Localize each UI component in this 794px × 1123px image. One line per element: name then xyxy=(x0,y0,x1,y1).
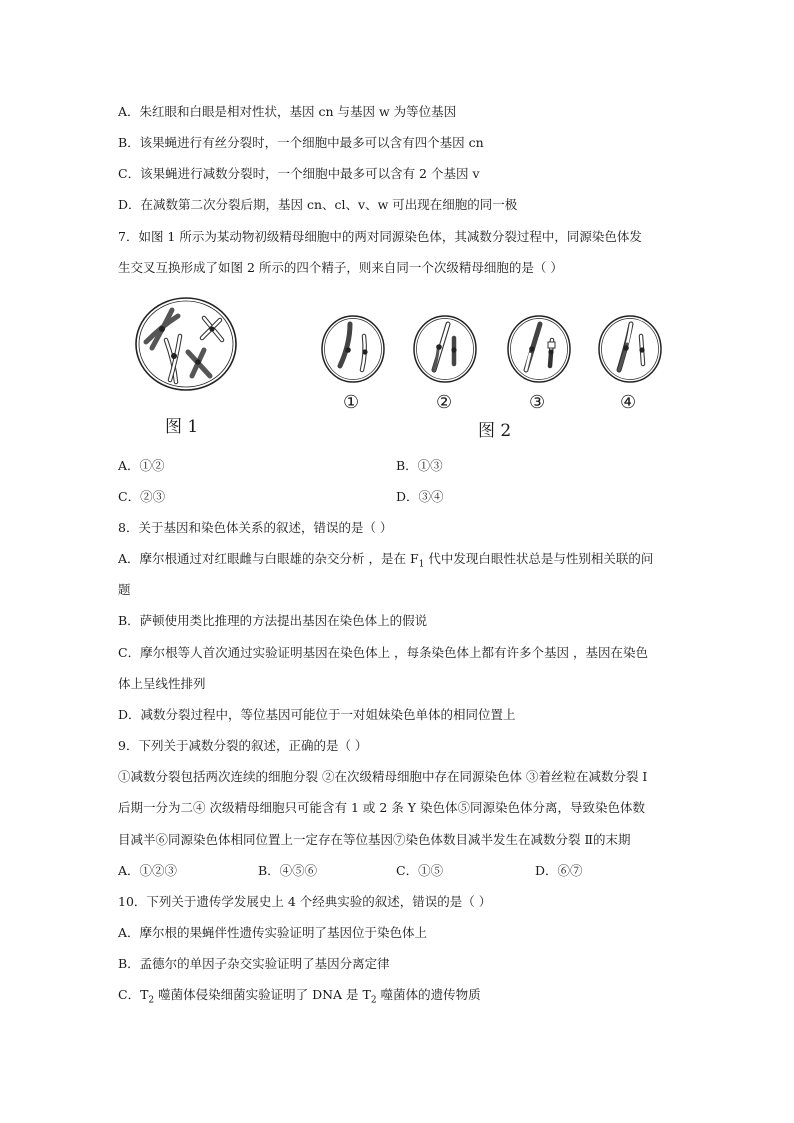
q9-option-d: D．⑥⑦ xyxy=(535,863,583,878)
q9-statement-line2: 后期一分为二④ 次级精母细胞只可能含有 1 或 2 条 Y 染色体⑤同源染色体分离，导致染色体数 xyxy=(118,800,645,815)
q10-option-c: C．$T_2$ 噬菌体侵染细菌实验证明了 DNA 是 $T_2$ 噬菌体的遗传物质 xyxy=(118,987,481,1006)
q10-option-b: B．孟德尔的单因子杂交实验证明了基因分离定律 xyxy=(118,956,390,971)
q7-stem-line2: 生交叉互换形成了如图 2 所示的四个精子，则来自同一个次级精母细胞的是（ ） xyxy=(118,260,563,275)
chromosome-light-1 xyxy=(166,336,180,382)
sperm-label-3: ③ xyxy=(529,392,546,413)
chromosome-dark-2 xyxy=(188,350,210,376)
q8-option-a-line2: 题 xyxy=(118,582,131,597)
q8-option-b: B．萨顿使用类比推理的方法提出基因在染色体上的假说 xyxy=(118,613,428,628)
q9-stem: 9．下列关于减数分裂的叙述，正确的是（ ） xyxy=(118,738,368,753)
q7-option-b: B．①③ xyxy=(396,458,443,473)
q10-option-a: A．摩尔根的果蝇伴性遗传实验证明了基因位于染色体上 xyxy=(118,925,428,940)
figure-2-sperm-1 xyxy=(320,314,386,384)
figure-2-sperm-2 xyxy=(412,314,478,384)
figure-2-label: 图 2 xyxy=(478,421,512,441)
q7-stem-line1: 7．如图 1 所示为某动物初级精母细胞中的两对同源染色体，其减数分裂过程中，同源染色体发 xyxy=(118,229,642,244)
q9-option-c: C．①⑤ xyxy=(396,863,444,878)
q6-option-a: A．朱红眼和白眼是相对性状，基因 cn 与基因 w 为等位基因 xyxy=(118,104,457,119)
q9-option-b: B．④⑤⑥ xyxy=(258,863,318,878)
figure-1-cell xyxy=(132,296,242,396)
sperm-label-1: ① xyxy=(343,392,360,413)
figure-2-sperm-3 xyxy=(506,314,572,384)
sperm-label-2: ② xyxy=(436,392,453,413)
q6-option-d: D．在减数第二次分裂后期，基因 cn、cl、v、w 可出现在细胞的同一极 xyxy=(118,197,518,212)
q7-option-d: D．③④ xyxy=(396,489,444,504)
q10-stem: 10．下列关于遗传学发展史上 4 个经典实验的叙述，错误的是（ ） xyxy=(118,894,492,909)
q7-option-a: A．①② xyxy=(118,458,165,473)
q9-statement-line1: ①减数分裂包括两次连续的细胞分裂 ②在次级精母细胞中存在同源染色体 ③着丝粒在减数分裂 I xyxy=(118,769,648,784)
figure-1-label: 图 1 xyxy=(165,417,199,437)
q6-option-c: C．该果蝇进行减数分裂时，一个细胞中最多可以含有 2 个基因 v xyxy=(118,166,480,181)
sperm-label-4: ④ xyxy=(620,392,637,413)
q8-option-d: D．减数分裂过程中，等位基因可能位于一对姐妹染色单体的相同位置上 xyxy=(118,707,516,722)
q8-option-a-line1: A．摩尔根通过对红眼雌与白眼雄的杂交分析 ，是在 $F_1$ 代中发现白眼性状总是与性别相关联的问 xyxy=(118,551,654,570)
figure-2-sperm-4 xyxy=(597,314,663,384)
q8-option-c-line2: 体上呈线性排列 xyxy=(118,676,206,691)
q6-option-b: B．该果蝇进行有丝分裂时，一个细胞中最多可以含有四个基因 cn xyxy=(118,135,484,150)
q9-option-a: A．①②③ xyxy=(118,863,178,878)
q9-statement-line3: 目减半⑥同源染色体相同位置上一定存在等位基因⑦染色体数目减半发生在减数分裂 Ⅱ的末期 xyxy=(118,832,631,847)
chromosome-light-2 xyxy=(202,318,222,340)
q7-option-c: C．②③ xyxy=(118,489,166,504)
q8-option-c-line1: C．摩尔根等人首次通过实验证明基因在染色体上 ，每条染色体上都有许多个基因 ，基因在染色 xyxy=(118,645,649,660)
q8-stem: 8．关于基因和染色体关系的叙述，错误的是（ ） xyxy=(118,520,393,535)
